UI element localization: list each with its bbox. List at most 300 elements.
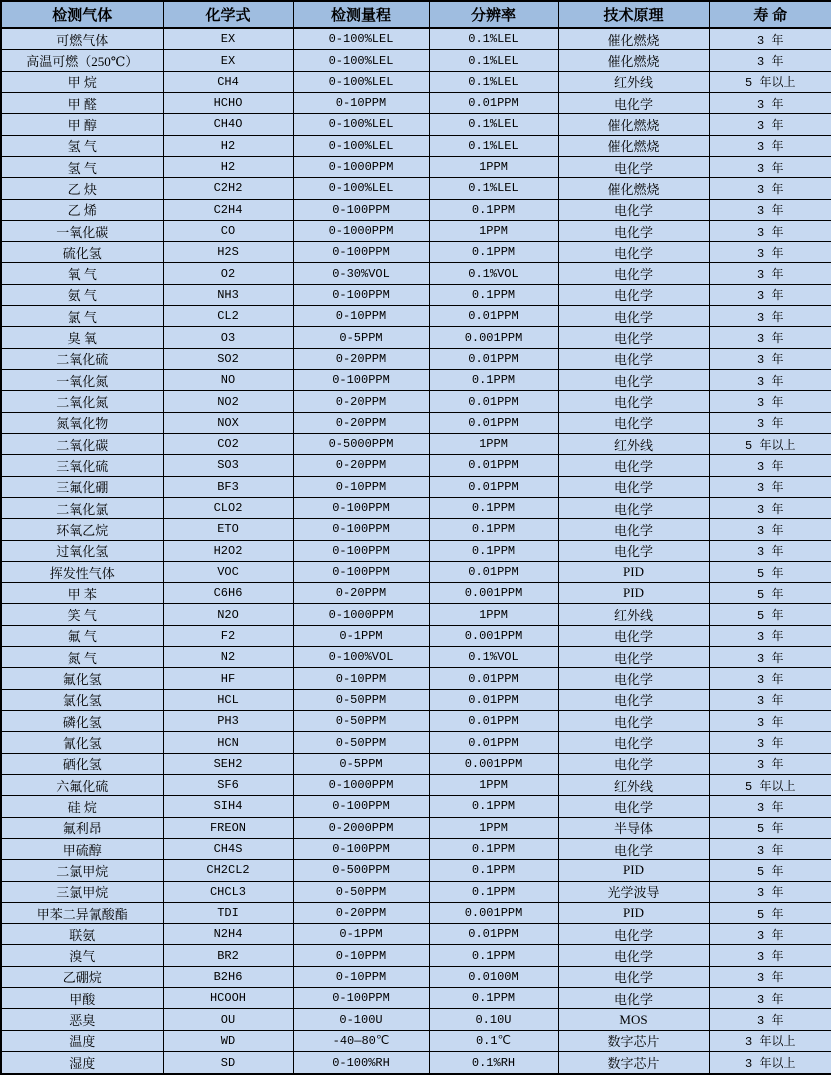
- gas-name-cell: 二氧化碳: [1, 433, 163, 454]
- resolution-cell: 0.01PPM: [429, 689, 558, 710]
- chemical-formula-cell: SEH2: [163, 753, 293, 774]
- technology-cell: 电化学: [558, 988, 709, 1009]
- lifespan-cell: 5 年: [709, 583, 831, 604]
- detection-range-cell: 0-1000PPM: [293, 220, 429, 241]
- technology-cell: 红外线: [558, 604, 709, 625]
- lifespan-cell: 3 年: [709, 348, 831, 369]
- detection-range-cell: 0-100PPM: [293, 370, 429, 391]
- table-row: [1, 796, 831, 817]
- column-header-lifespan: 寿 命: [709, 1, 831, 28]
- detection-range-cell: 0-100PPM: [293, 497, 429, 518]
- gas-name-cell: 一氧化氮: [1, 370, 163, 391]
- chemical-formula-cell: CH4O: [163, 114, 293, 135]
- detection-range-cell: 0-5PPM: [293, 753, 429, 774]
- chemical-formula-cell: N2H4: [163, 924, 293, 945]
- column-header-resolution: 分辨率: [429, 1, 558, 28]
- lifespan-cell: 3 年: [709, 732, 831, 753]
- table-row: [1, 711, 831, 732]
- technology-cell: 电化学: [558, 647, 709, 668]
- lifespan-cell: 3 年: [709, 625, 831, 646]
- chemical-formula-cell: CLO2: [163, 497, 293, 518]
- detection-range-cell: 0-30%VOL: [293, 263, 429, 284]
- technology-cell: 电化学: [558, 391, 709, 412]
- detection-range-cell: 0-10PPM: [293, 306, 429, 327]
- detection-range-cell: 0-20PPM: [293, 412, 429, 433]
- table-row: [1, 433, 831, 454]
- table-row: [1, 902, 831, 923]
- gas-name-cell: 甲 醛: [1, 92, 163, 113]
- lifespan-cell: 3 年: [709, 263, 831, 284]
- technology-cell: PID: [558, 583, 709, 604]
- gas-name-cell: 六氟化硫: [1, 774, 163, 795]
- gas-name-cell: 硫化氢: [1, 242, 163, 263]
- detection-range-cell: 0-50PPM: [293, 881, 429, 902]
- technology-cell: 电化学: [558, 668, 709, 689]
- column-header-chemical-formula: 化学式: [163, 1, 293, 28]
- lifespan-cell: 5 年: [709, 817, 831, 838]
- lifespan-cell: 5 年: [709, 902, 831, 923]
- resolution-cell: 0.01PPM: [429, 92, 558, 113]
- resolution-cell: 0.1%LEL: [429, 28, 558, 50]
- detection-range-cell: 0-20PPM: [293, 391, 429, 412]
- lifespan-cell: 3 年: [709, 753, 831, 774]
- resolution-cell: 0.1PPM: [429, 519, 558, 540]
- technology-cell: 电化学: [558, 924, 709, 945]
- lifespan-cell: 3 年: [709, 242, 831, 263]
- resolution-cell: 0.1%LEL: [429, 135, 558, 156]
- chemical-formula-cell: ETO: [163, 519, 293, 540]
- gas-name-cell: 湿度: [1, 1052, 163, 1074]
- table-row: [1, 114, 831, 135]
- lifespan-cell: 3 年以上: [709, 1030, 831, 1051]
- table-row: [1, 156, 831, 177]
- gas-name-cell: 挥发性气体: [1, 561, 163, 582]
- lifespan-cell: 3 年: [709, 540, 831, 561]
- table-row: [1, 306, 831, 327]
- lifespan-cell: 5 年以上: [709, 71, 831, 92]
- table-row: [1, 92, 831, 113]
- resolution-cell: 0.10U: [429, 1009, 558, 1030]
- table-row: [1, 412, 831, 433]
- resolution-cell: 0.1PPM: [429, 199, 558, 220]
- technology-cell: MOS: [558, 1009, 709, 1030]
- chemical-formula-cell: NO: [163, 370, 293, 391]
- table-row: [1, 647, 831, 668]
- resolution-cell: 0.1%LEL: [429, 114, 558, 135]
- gas-name-cell: 氨 气: [1, 284, 163, 305]
- resolution-cell: 0.1℃: [429, 1030, 558, 1051]
- lifespan-cell: 3 年: [709, 284, 831, 305]
- resolution-cell: 0.01PPM: [429, 924, 558, 945]
- chemical-formula-cell: N2: [163, 647, 293, 668]
- detection-range-cell: 0-100PPM: [293, 838, 429, 859]
- gas-name-cell: 笑 气: [1, 604, 163, 625]
- lifespan-cell: 3 年: [709, 519, 831, 540]
- lifespan-cell: 3 年: [709, 50, 831, 71]
- resolution-cell: 0.01PPM: [429, 412, 558, 433]
- table-row: [1, 327, 831, 348]
- detection-range-cell: 0-1000PPM: [293, 156, 429, 177]
- lifespan-cell: 3 年: [709, 966, 831, 987]
- resolution-cell: 0.1PPM: [429, 370, 558, 391]
- technology-cell: 数字芯片: [558, 1052, 709, 1074]
- gas-name-cell: 甲 醇: [1, 114, 163, 135]
- resolution-cell: 0.1PPM: [429, 497, 558, 518]
- table-row: [1, 476, 831, 497]
- lifespan-cell: 3 年: [709, 647, 831, 668]
- table-row: [1, 242, 831, 263]
- column-header-technology: 技术原理: [558, 1, 709, 28]
- resolution-cell: 0.1PPM: [429, 284, 558, 305]
- resolution-cell: 1PPM: [429, 817, 558, 838]
- detection-range-cell: 0-100%LEL: [293, 71, 429, 92]
- gas-name-cell: 三氟化硼: [1, 476, 163, 497]
- resolution-cell: 0.01PPM: [429, 561, 558, 582]
- technology-cell: 电化学: [558, 370, 709, 391]
- resolution-cell: 0.1PPM: [429, 988, 558, 1009]
- lifespan-cell: 3 年: [709, 135, 831, 156]
- lifespan-cell: 3 年: [709, 220, 831, 241]
- table-row: [1, 199, 831, 220]
- gas-name-cell: 甲苯二异氰酸酯: [1, 902, 163, 923]
- detection-range-cell: 0-100PPM: [293, 242, 429, 263]
- detection-range-cell: 0-100PPM: [293, 540, 429, 561]
- chemical-formula-cell: H2: [163, 156, 293, 177]
- resolution-cell: 0.1%LEL: [429, 178, 558, 199]
- technology-cell: 电化学: [558, 199, 709, 220]
- resolution-cell: 0.001PPM: [429, 902, 558, 923]
- table-row: [1, 455, 831, 476]
- chemical-formula-cell: HCN: [163, 732, 293, 753]
- table-row: [1, 284, 831, 305]
- lifespan-cell: 5 年以上: [709, 774, 831, 795]
- technology-cell: 电化学: [558, 242, 709, 263]
- chemical-formula-cell: B2H6: [163, 966, 293, 987]
- gas-name-cell: 氟利昂: [1, 817, 163, 838]
- chemical-formula-cell: WD: [163, 1030, 293, 1051]
- table-row: [1, 540, 831, 561]
- gas-name-cell: 三氯甲烷: [1, 881, 163, 902]
- detection-range-cell: 0-20PPM: [293, 583, 429, 604]
- technology-cell: 电化学: [558, 455, 709, 476]
- table-row: [1, 604, 831, 625]
- lifespan-cell: 3 年以上: [709, 1052, 831, 1074]
- gas-name-cell: 环氧乙烷: [1, 519, 163, 540]
- table-row: [1, 583, 831, 604]
- detection-range-cell: 0-1000PPM: [293, 774, 429, 795]
- gas-name-cell: 氧 气: [1, 263, 163, 284]
- technology-cell: 电化学: [558, 625, 709, 646]
- resolution-cell: 0.001PPM: [429, 583, 558, 604]
- technology-cell: 数字芯片: [558, 1030, 709, 1051]
- lifespan-cell: 3 年: [709, 988, 831, 1009]
- detection-range-cell: 0-1PPM: [293, 924, 429, 945]
- lifespan-cell: 3 年: [709, 711, 831, 732]
- resolution-cell: 0.01PPM: [429, 391, 558, 412]
- table-row: [1, 561, 831, 582]
- chemical-formula-cell: H2: [163, 135, 293, 156]
- technology-cell: 半导体: [558, 817, 709, 838]
- lifespan-cell: 3 年: [709, 178, 831, 199]
- detection-range-cell: 0-100%LEL: [293, 114, 429, 135]
- lifespan-cell: 3 年: [709, 370, 831, 391]
- technology-cell: 电化学: [558, 838, 709, 859]
- table-row: [1, 668, 831, 689]
- technology-cell: 电化学: [558, 412, 709, 433]
- table-row: [1, 1009, 831, 1030]
- gas-name-cell: 二氯甲烷: [1, 860, 163, 881]
- lifespan-cell: 3 年: [709, 668, 831, 689]
- resolution-cell: 0.0100M: [429, 966, 558, 987]
- table-row: [1, 220, 831, 241]
- technology-cell: 电化学: [558, 689, 709, 710]
- gas-name-cell: 三氧化硫: [1, 455, 163, 476]
- resolution-cell: 1PPM: [429, 220, 558, 241]
- lifespan-cell: 3 年: [709, 476, 831, 497]
- resolution-cell: 0.1PPM: [429, 796, 558, 817]
- resolution-cell: 0.01PPM: [429, 476, 558, 497]
- lifespan-cell: 3 年: [709, 306, 831, 327]
- technology-cell: 电化学: [558, 519, 709, 540]
- resolution-cell: 0.01PPM: [429, 711, 558, 732]
- chemical-formula-cell: PH3: [163, 711, 293, 732]
- detection-range-cell: 0-100U: [293, 1009, 429, 1030]
- table-row: [1, 988, 831, 1009]
- table-row: [1, 71, 831, 92]
- technology-cell: 催化燃烧: [558, 178, 709, 199]
- gas-name-cell: 乙硼烷: [1, 966, 163, 987]
- table-row: [1, 966, 831, 987]
- resolution-cell: 0.1PPM: [429, 242, 558, 263]
- technology-cell: 光学波导: [558, 881, 709, 902]
- chemical-formula-cell: BR2: [163, 945, 293, 966]
- resolution-cell: 0.001PPM: [429, 625, 558, 646]
- detection-range-cell: 0-10PPM: [293, 476, 429, 497]
- detection-range-cell: 0-100%LEL: [293, 28, 429, 50]
- technology-cell: 电化学: [558, 348, 709, 369]
- gas-name-cell: 氮氧化物: [1, 412, 163, 433]
- technology-cell: 电化学: [558, 711, 709, 732]
- technology-cell: 电化学: [558, 476, 709, 497]
- chemical-formula-cell: CH4: [163, 71, 293, 92]
- lifespan-cell: 5 年以上: [709, 433, 831, 454]
- chemical-formula-cell: C2H4: [163, 199, 293, 220]
- lifespan-cell: 3 年: [709, 924, 831, 945]
- detection-range-cell: 0-100PPM: [293, 519, 429, 540]
- chemical-formula-cell: VOC: [163, 561, 293, 582]
- lifespan-cell: 3 年: [709, 1009, 831, 1030]
- table-row: [1, 1030, 831, 1051]
- table-row: [1, 1052, 831, 1074]
- table-row: [1, 774, 831, 795]
- table-row: [1, 753, 831, 774]
- table-body: [1, 28, 831, 1074]
- lifespan-cell: 3 年: [709, 327, 831, 348]
- resolution-cell: 0.01PPM: [429, 455, 558, 476]
- technology-cell: 电化学: [558, 92, 709, 113]
- gas-name-cell: 溴气: [1, 945, 163, 966]
- lifespan-cell: 3 年: [709, 945, 831, 966]
- chemical-formula-cell: O3: [163, 327, 293, 348]
- detection-range-cell: 0-100PPM: [293, 199, 429, 220]
- chemical-formula-cell: NOX: [163, 412, 293, 433]
- table-row: [1, 497, 831, 518]
- table-row: [1, 50, 831, 71]
- table-row: [1, 263, 831, 284]
- resolution-cell: 0.01PPM: [429, 306, 558, 327]
- gas-name-cell: 恶臭: [1, 1009, 163, 1030]
- table-row: [1, 817, 831, 838]
- chemical-formula-cell: N2O: [163, 604, 293, 625]
- resolution-cell: 0.1%LEL: [429, 50, 558, 71]
- resolution-cell: 0.1%LEL: [429, 71, 558, 92]
- technology-cell: PID: [558, 561, 709, 582]
- gas-name-cell: 硒化氢: [1, 753, 163, 774]
- table-row: [1, 348, 831, 369]
- resolution-cell: 0.001PPM: [429, 327, 558, 348]
- detection-range-cell: -40—80℃: [293, 1030, 429, 1051]
- lifespan-cell: 3 年: [709, 114, 831, 135]
- chemical-formula-cell: FREON: [163, 817, 293, 838]
- chemical-formula-cell: SIH4: [163, 796, 293, 817]
- resolution-cell: 1PPM: [429, 156, 558, 177]
- technology-cell: 催化燃烧: [558, 114, 709, 135]
- lifespan-cell: 5 年: [709, 604, 831, 625]
- gas-name-cell: 联氨: [1, 924, 163, 945]
- table-row: [1, 135, 831, 156]
- chemical-formula-cell: NH3: [163, 284, 293, 305]
- column-header-gas-name: 检测气体: [1, 1, 163, 28]
- chemical-formula-cell: CH4S: [163, 838, 293, 859]
- chemical-formula-cell: CO2: [163, 433, 293, 454]
- detection-range-cell: 0-10PPM: [293, 668, 429, 689]
- chemical-formula-cell: SO3: [163, 455, 293, 476]
- gas-name-cell: 甲硫醇: [1, 838, 163, 859]
- detection-range-cell: 0-20PPM: [293, 348, 429, 369]
- detection-range-cell: 0-100%LEL: [293, 50, 429, 71]
- resolution-cell: 1PPM: [429, 774, 558, 795]
- resolution-cell: 0.01PPM: [429, 732, 558, 753]
- gas-name-cell: 二氧化氮: [1, 391, 163, 412]
- resolution-cell: 0.001PPM: [429, 753, 558, 774]
- technology-cell: 红外线: [558, 71, 709, 92]
- technology-cell: 电化学: [558, 156, 709, 177]
- detection-range-cell: 0-10PPM: [293, 966, 429, 987]
- gas-name-cell: 乙 烯: [1, 199, 163, 220]
- gas-name-cell: 可燃气体: [1, 28, 163, 50]
- detection-range-cell: 0-100PPM: [293, 561, 429, 582]
- gas-name-cell: 氯化氢: [1, 689, 163, 710]
- chemical-formula-cell: OU: [163, 1009, 293, 1030]
- table-row: [1, 838, 831, 859]
- chemical-formula-cell: BF3: [163, 476, 293, 497]
- technology-cell: 电化学: [558, 966, 709, 987]
- lifespan-cell: 3 年: [709, 796, 831, 817]
- lifespan-cell: 3 年: [709, 881, 831, 902]
- technology-cell: 电化学: [558, 540, 709, 561]
- table-row: [1, 370, 831, 391]
- gas-name-cell: 磷化氢: [1, 711, 163, 732]
- gas-name-cell: 乙 炔: [1, 178, 163, 199]
- gas-name-cell: 氯 气: [1, 306, 163, 327]
- gas-name-cell: 二氧化硫: [1, 348, 163, 369]
- table-row: [1, 860, 831, 881]
- resolution-cell: 0.1%VOL: [429, 263, 558, 284]
- resolution-cell: 0.1PPM: [429, 540, 558, 561]
- resolution-cell: 0.1%RH: [429, 1052, 558, 1074]
- table-row: [1, 178, 831, 199]
- technology-cell: 电化学: [558, 263, 709, 284]
- detection-range-cell: 0-20PPM: [293, 455, 429, 476]
- chemical-formula-cell: CL2: [163, 306, 293, 327]
- resolution-cell: 0.01PPM: [429, 348, 558, 369]
- gas-name-cell: 氢 气: [1, 156, 163, 177]
- gas-name-cell: 臭 氧: [1, 327, 163, 348]
- table-row: [1, 689, 831, 710]
- resolution-cell: 0.1PPM: [429, 860, 558, 881]
- chemical-formula-cell: NO2: [163, 391, 293, 412]
- resolution-cell: 0.1PPM: [429, 838, 558, 859]
- technology-cell: 催化燃烧: [558, 50, 709, 71]
- table-row: [1, 28, 831, 50]
- column-header-detection-range: 检测量程: [293, 1, 429, 28]
- table-row: [1, 519, 831, 540]
- lifespan-cell: 3 年: [709, 412, 831, 433]
- detection-range-cell: 0-100PPM: [293, 796, 429, 817]
- detection-range-cell: 0-100%RH: [293, 1052, 429, 1074]
- lifespan-cell: 3 年: [709, 28, 831, 50]
- technology-cell: 电化学: [558, 945, 709, 966]
- chemical-formula-cell: F2: [163, 625, 293, 646]
- chemical-formula-cell: H2S: [163, 242, 293, 263]
- gas-name-cell: 甲 烷: [1, 71, 163, 92]
- chemical-formula-cell: CHCL3: [163, 881, 293, 902]
- table-row: [1, 924, 831, 945]
- lifespan-cell: 3 年: [709, 199, 831, 220]
- chemical-formula-cell: HCOOH: [163, 988, 293, 1009]
- lifespan-cell: 3 年: [709, 391, 831, 412]
- detection-range-cell: 0-100%VOL: [293, 647, 429, 668]
- chemical-formula-cell: EX: [163, 28, 293, 50]
- technology-cell: 电化学: [558, 306, 709, 327]
- lifespan-cell: 3 年: [709, 497, 831, 518]
- table-row: [1, 732, 831, 753]
- lifespan-cell: 3 年: [709, 689, 831, 710]
- detection-range-cell: 0-100%LEL: [293, 135, 429, 156]
- detection-range-cell: 0-20PPM: [293, 902, 429, 923]
- technology-cell: 电化学: [558, 796, 709, 817]
- gas-name-cell: 氮 气: [1, 647, 163, 668]
- detection-range-cell: 0-100PPM: [293, 988, 429, 1009]
- resolution-cell: 1PPM: [429, 604, 558, 625]
- gas-name-cell: 二氧化氯: [1, 497, 163, 518]
- detection-range-cell: 0-50PPM: [293, 689, 429, 710]
- chemical-formula-cell: H2O2: [163, 540, 293, 561]
- resolution-cell: 1PPM: [429, 433, 558, 454]
- chemical-formula-cell: HCHO: [163, 92, 293, 113]
- detection-range-cell: 0-50PPM: [293, 711, 429, 732]
- gas-name-cell: 氟化氢: [1, 668, 163, 689]
- technology-cell: 电化学: [558, 327, 709, 348]
- technology-cell: PID: [558, 860, 709, 881]
- gas-name-cell: 氰化氢: [1, 732, 163, 753]
- resolution-cell: 0.1PPM: [429, 945, 558, 966]
- lifespan-cell: 3 年: [709, 455, 831, 476]
- gas-name-cell: 硅 烷: [1, 796, 163, 817]
- detection-range-cell: 0-5PPM: [293, 327, 429, 348]
- gas-name-cell: 高温可燃（250℃）: [1, 50, 163, 71]
- chemical-formula-cell: C2H2: [163, 178, 293, 199]
